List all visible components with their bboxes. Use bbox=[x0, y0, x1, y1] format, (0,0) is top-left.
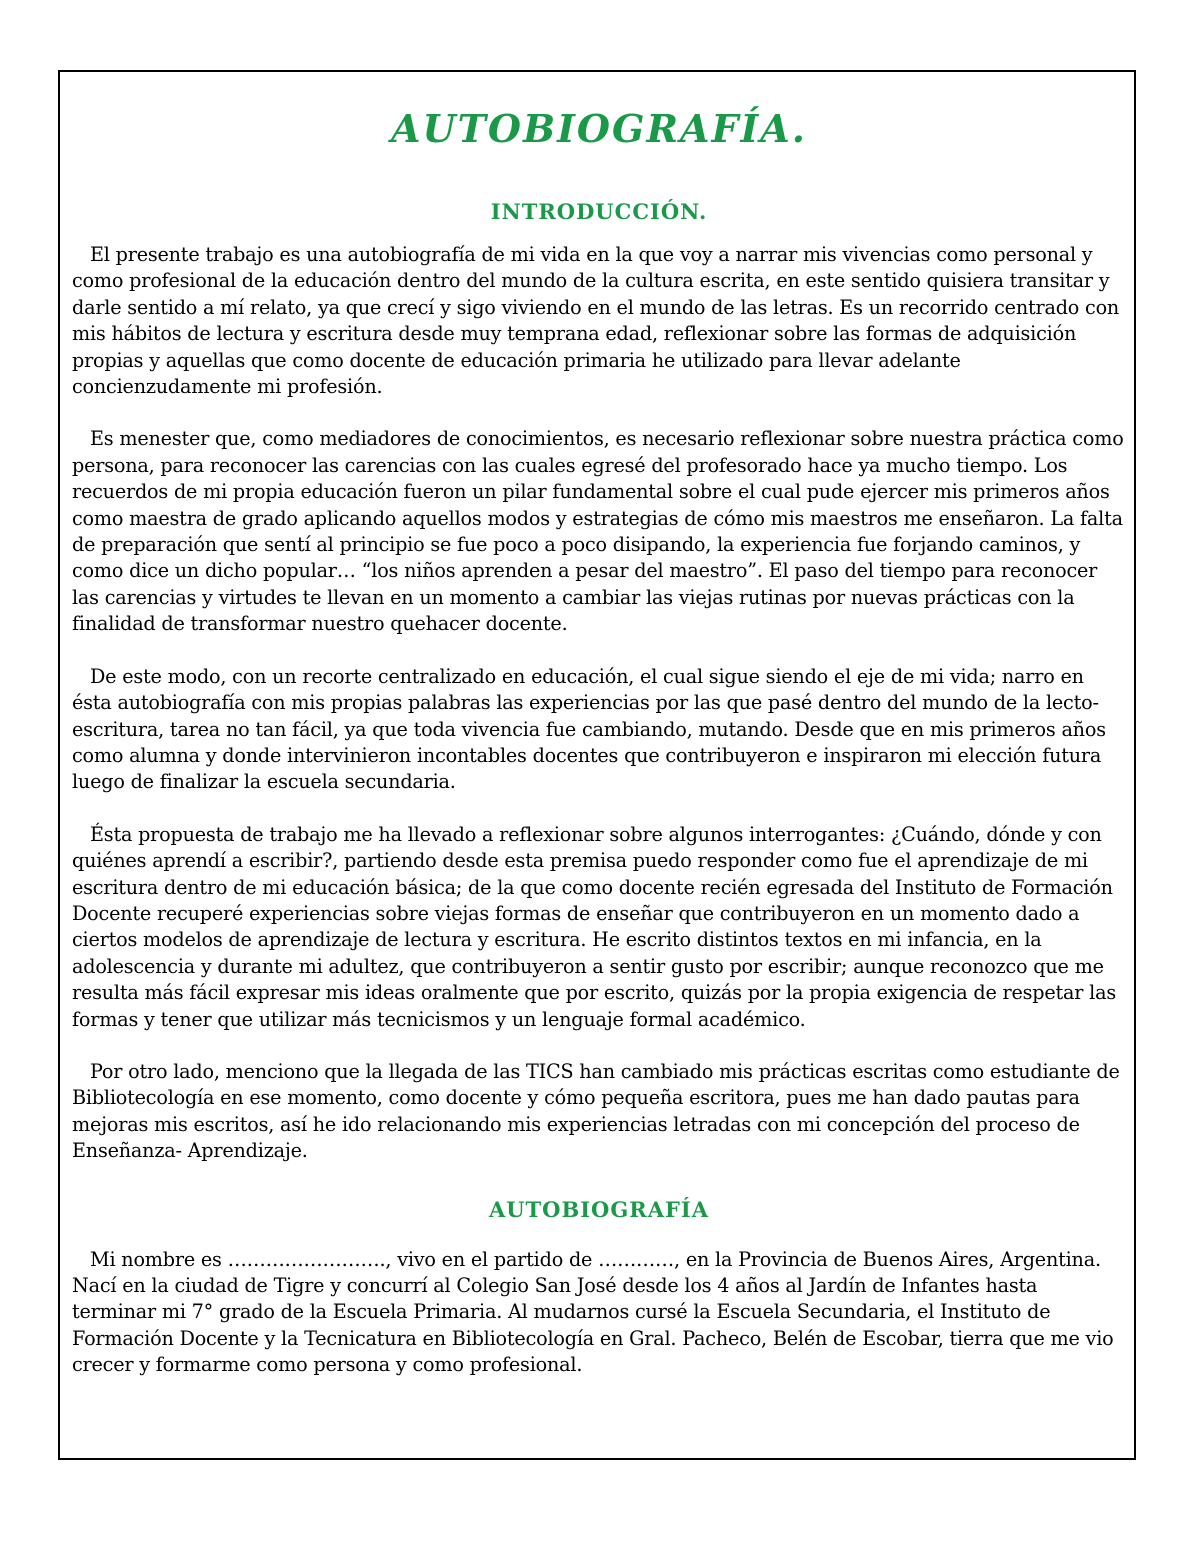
page-frame bbox=[58, 70, 1136, 1460]
intro-paragraph-1: El presente trabajo es una autobiografía de mi vida en la que voy a narrar mis vivencias como personal y como profesional de la educación dentro del mundo de la cultura escrita, en este sentido quisiera transitar y darle sentido a mí relato, ya que crecí y sigo viviendo en el mundo de las letras. Es un recorrido centrado con mis hábitos de lectura y escritura desde muy temprana edad, reflexionar sobre las formas de adquisición propias y aquellas que como docente de educación primaria he utilizado para llevar adelante concienzudamente mi profesión. bbox=[72, 243, 1120, 399]
intro-paragraph-5: Por otro lado, menciono que la llegada de las TICS han cambiado mis prácticas escritas como estudiante de Bibliotecología en ese momento, como docente y cómo pequeña escritora, pues me han dado pautas para mejoras mis escritos, así he ido relacionando mis experiencias letradas con mi concepción del proceso de Enseñanza- Aprendizaje. bbox=[72, 1059, 1120, 1163]
autobiography-heading: AUTOBIOGRAFÍA bbox=[488, 1196, 710, 1222]
autobiography-paragraph: Mi nombre es ……………………., vivo en el partido de …………, en la Provincia de Buenos Aires, Argentina. Nací en la ciudad de Tigre y concurrí al Colegio San José desde los 4 años al Jardín de Infantes hasta terminar mi 7° grado de la Escuela Primaria. Al mudarnos cursé la Escuela Secundaria, el Instituto de Formación Docente y la Tecnicatura en Bibliotecología en Gral. Pacheco, Belén de Escobar, tierra que me vio crecer y formarme como persona y como profesional. bbox=[72, 1247, 1114, 1377]
introduction-heading: INTRODUCCIÓN. bbox=[490, 199, 708, 224]
intro-paragraph-4: Ésta propuesta de trabajo me ha llevado a reflexionar sobre algunos interrogantes: ¿Cuándo, dónde y con quiénes aprendí a escribir?, partiendo desde esta premisa puedo responder como fue el aprendizaje de mi escritura dentro de mi educación básica; de la que como docente recién egresada del Instituto de Formación Docente recuperé experiencias sobre viejas formas de enseñar que contribuyeron en un momento dado a ciertos modelos de aprendizaje de lectura y escritura. He escrito distintos textos en mi infancia, en la adolescencia y durante mi adultez, que contribuyeron a sentir gusto por escribir; aunque reconozco que me resulta más fácil expresar mis ideas oralmente que por escrito, quizás por la propia exigencia de respetar las formas y tener que utilizar más tecnicismos y un lenguaje formal académico. bbox=[72, 822, 1116, 1031]
document-body bbox=[72, 72, 1126, 1379]
intro-paragraph-2: Es menester que, como mediadores de conocimientos, es necesario reflexionar sobre nuestra práctica como persona, para reconocer las carencias con las cuales egresé del profesorado hace ya mucho tiempo. Los recuerdos de mi propia educación fueron un pilar fundamental sobre el cual pude ejercer mis primeros años como maestra de grado aplicando aquellos modos y estrategias de cómo mis maestros me enseñaron. La falta de preparación que sentí al principio se fue poco a poco disipando, la experiencia fue forjando caminos, y como dice un dicho popular… “los niños aprenden a pesar del maestro”. El paso del tiempo para reconocer las carencias y virtudes te llevan en un momento a cambiar las viejas rutinas por nuevas prácticas con la finalidad de transformar nuestro quehacer docente. bbox=[72, 427, 1124, 636]
intro-paragraph-3: De este modo, con un recorte centralizado en educación, el cual sigue siendo el eje de mi vida; narro en ésta autobiografía con mis propias palabras las experiencias por las que pasé dentro del mundo de la lecto-escritura, tarea no tan fácil, ya que toda vivencia fue cambiando, mutando. Desde que en mis primeros años como alumna y donde intervinieron incontables docentes que contribuyeron e inspiraron mi elección futura luego de finalizar la escuela secundaria. bbox=[72, 664, 1106, 794]
document-title: AUTOBIOGRAFÍA. bbox=[391, 106, 807, 151]
